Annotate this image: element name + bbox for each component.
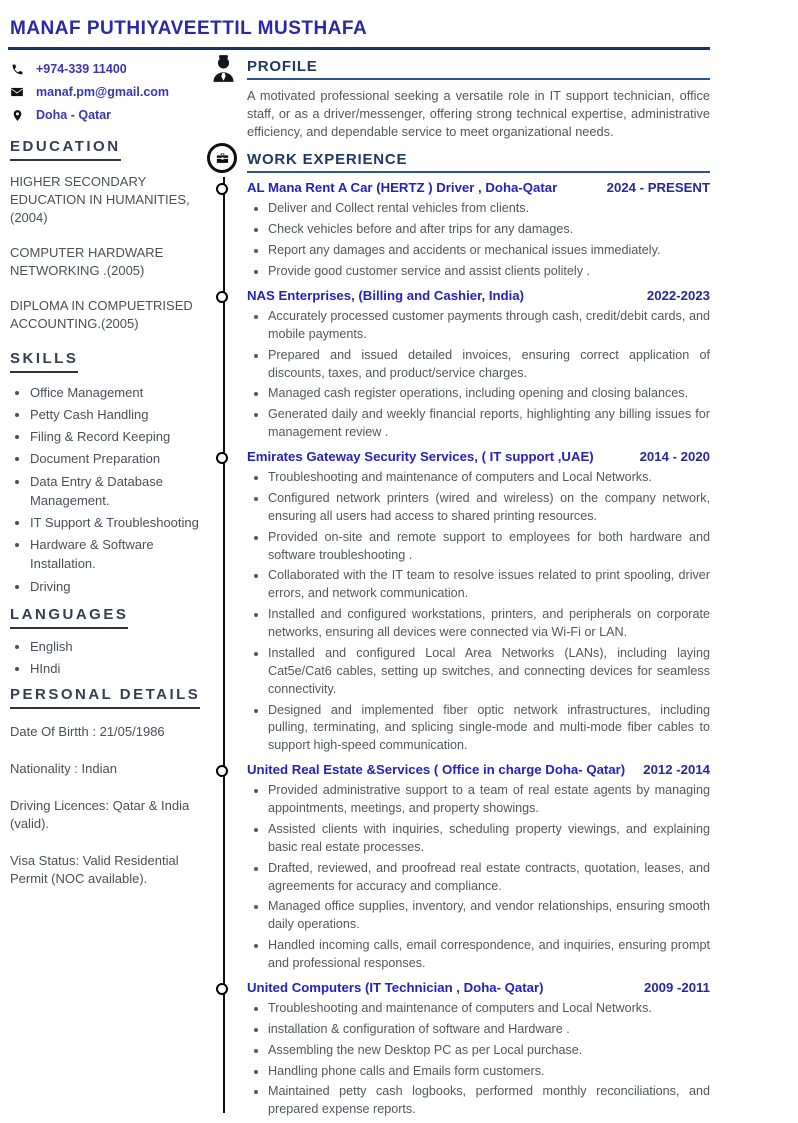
skill-item: • IT Support & Troubleshooting <box>30 513 213 532</box>
email-address: manaf.pm@gmail.com <box>36 85 170 99</box>
personal-detail-item: Visa Status: Valid Residential Permit (NOC available). <box>10 853 179 887</box>
two-column-layout <box>8 58 710 1123</box>
job-date: 2024 - PRESENT <box>606 180 710 196</box>
job-entry <box>247 980 710 1119</box>
job-date: 2014 - 2020 <box>639 449 710 465</box>
job-bullet: • Managed cash register operations, including opening and closing balances. <box>268 385 710 403</box>
personal-details-section <box>10 686 213 888</box>
job-header <box>247 980 710 995</box>
header-divider <box>8 47 710 50</box>
location-icon <box>10 108 24 122</box>
briefcase-icon <box>207 143 237 173</box>
job-bullet: • Maintained petty cash logbooks, performed monthly reconciliations, and prepared expense reports. <box>268 1083 710 1119</box>
job-bullet: • Troubleshooting and maintenance of computers and Local Networks. <box>268 1000 710 1018</box>
job-header <box>247 180 710 195</box>
work-experience-section <box>247 151 710 1119</box>
job-date: 2012 -2014 <box>643 762 710 778</box>
skills-heading: SKILLS <box>10 350 78 373</box>
education-heading: EDUCATION <box>10 138 121 161</box>
email-icon <box>10 85 24 99</box>
main-column <box>213 58 710 1123</box>
job-bullet: • Handling phone calls and Emails form customers. <box>268 1063 710 1081</box>
language-item: • HIndi <box>30 659 213 678</box>
job-bullet: • Report any damages and accidents or mechanical issues immediately. <box>268 242 710 260</box>
skill-item: • Data Entry & Database Management. <box>30 472 213 510</box>
personal-detail-item: Date Of Birtth : 21/05/1986 <box>10 724 165 740</box>
job-date: 2022-2023 <box>646 287 710 303</box>
job-header <box>247 288 710 303</box>
job-bullet: • Handled incoming calls, email correspondence, and inquiries, ensuring prompt and professional responses. <box>268 937 710 973</box>
job-date: 2009 -2011 <box>643 979 710 995</box>
job-bullet: • Troubleshooting and maintenance of computers and Local Networks. <box>268 469 710 487</box>
job-bullet: • Provided administrative support to a team of real estate agents by managing appointments, meetings, and property showings. <box>268 782 710 818</box>
job-bullet: • Provide good customer service and assist clients politely . <box>268 263 710 281</box>
job-bullets <box>247 782 710 973</box>
personal-details-heading: PERSONAL DETAILS <box>10 686 200 709</box>
job-bullet: • Generated daily and weekly financial reports, highlighting any billing issues for management review . <box>268 406 710 442</box>
skill-item: • Document Preparation <box>30 449 213 468</box>
phone-number: +974-339 11400 <box>36 62 127 76</box>
skill-item: • Office Management <box>30 383 213 402</box>
contact-location <box>10 108 213 122</box>
profile-heading: PROFILE <box>247 58 710 80</box>
job-bullet: • Installed and configured Local Area Networks (LANs), including laying Cat5e/Cat6 cables, setting up switches, and connecting devices for seamless connectivity. <box>268 645 710 699</box>
job-bullet: • Drafted, reviewed, and proofread real estate contracts, quotation, leases, and agreements for accuracy and compliance. <box>268 860 710 896</box>
education-section <box>10 138 213 333</box>
job-title: NAS Enterprises, (Billing and Cashier, India) <box>247 287 524 303</box>
education-item: COMPUTER HARDWARE NETWORKING .(2005) <box>10 244 164 278</box>
job-title: United Real Estate &Services ( Office in charge Doha- Qatar) <box>247 762 626 778</box>
job-bullet: • Assisted clients with inquiries, scheduling property viewings, and explaining basic real estate processes. <box>268 821 710 857</box>
phone-icon <box>10 62 24 76</box>
skills-section <box>10 350 213 596</box>
education-item: HIGHER SECONDARY EDUCATION IN HUMANITIES, (2004) <box>10 174 190 225</box>
job-bullet: • Installed and configured workstations, printers, and peripherals on corporate networks, ensuring all devices were connected via Wi-Fi or LAN. <box>268 606 710 642</box>
contact-email <box>10 85 213 99</box>
job-bullet: • Assembling the new Desktop PC as per Local purchase. <box>268 1042 710 1060</box>
job-entry <box>247 449 710 755</box>
personal-details-list <box>10 723 213 888</box>
skill-item: • Filing & Record Keeping <box>30 427 213 446</box>
job-bullet: • Provided on-site and remote support to employees for both hardware and software troubleshooting . <box>268 529 710 565</box>
job-title: AL Mana Rent A Car (HERTZ ) Driver , Doha-Qatar <box>247 180 558 196</box>
personal-detail-item: Driving Licences: Qatar & India (valid). <box>10 798 190 832</box>
skill-item: • Petty Cash Handling <box>30 405 213 424</box>
job-entry <box>247 288 710 442</box>
person-icon <box>210 54 237 83</box>
contact-block <box>10 62 213 122</box>
job-bullets <box>247 200 710 281</box>
languages-section <box>10 606 213 678</box>
job-header <box>247 762 710 777</box>
sidebar <box>8 58 213 1123</box>
education-item: DIPLOMA IN COMPUETRISED ACCOUNTING.(2005) <box>10 297 193 331</box>
languages-list <box>10 637 213 678</box>
job-entry <box>247 762 710 973</box>
profile-summary: A motivated professional seeking a versatile role in IT support technician, office staff, or as a driver/messenger, offering strong technical expertise, administrative efficiency, and dependable service to meet organizational needs. <box>247 88 710 140</box>
job-header <box>247 449 710 464</box>
personal-detail-item: Nationality : Indian <box>10 761 117 777</box>
job-bullets <box>247 308 710 442</box>
job-entry <box>247 180 710 281</box>
job-bullet: • Accurately processed customer payments through cash, credit/debit cards, and mobile payments. <box>268 308 710 344</box>
job-bullet: • Configured network printers (wired and wireless) on the company network, ensuring all users had access to shared printing resources. <box>268 490 710 526</box>
contact-phone <box>10 62 213 76</box>
timeline-line <box>223 177 225 1113</box>
language-item: • English <box>30 637 213 656</box>
job-title: Emirates Gateway Security Services, ( IT support ,UAE) <box>247 449 594 465</box>
job-bullet: • Prepared and issued detailed invoices, ensuring correct application of discounts, taxes, and product/service charges. <box>268 347 710 383</box>
job-bullet: • Deliver and Collect rental vehicles from clients. <box>268 200 710 218</box>
profile-section <box>247 58 710 141</box>
job-bullet: • Designed and implemented fiber optic network infrastructures, including pulling, terminating, and splicing single-mode and multi-mode fiber cables to support high-speed communication. <box>268 702 710 756</box>
job-bullet: • Check vehicles before and after trips for any damages. <box>268 221 710 239</box>
job-bullet: • Collaborated with the IT team to resolve issues related to print spooling, driver errors, and network communication. <box>268 567 710 603</box>
work-experience-heading: WORK EXPERIENCE <box>247 151 710 173</box>
skill-item: • Hardware & Software Installation. <box>30 535 213 573</box>
job-bullets <box>247 1000 710 1119</box>
job-bullet: • Managed office supplies, inventory, and vendor relationships, ensuring smooth daily operations. <box>268 898 710 934</box>
skill-item: • Driving <box>30 577 213 596</box>
location-text: Doha - Qatar <box>36 108 112 122</box>
skills-list <box>10 383 213 596</box>
job-bullets <box>247 469 710 755</box>
job-title: United Computers (IT Technician , Doha- Qatar) <box>247 979 544 995</box>
page-title: MANAF PUTHIYAVEETTIL MUSTHAFA <box>10 18 368 39</box>
job-bullet: • installation & configuration of software and Hardware . <box>268 1021 710 1039</box>
languages-heading: LANGUAGES <box>10 606 128 629</box>
